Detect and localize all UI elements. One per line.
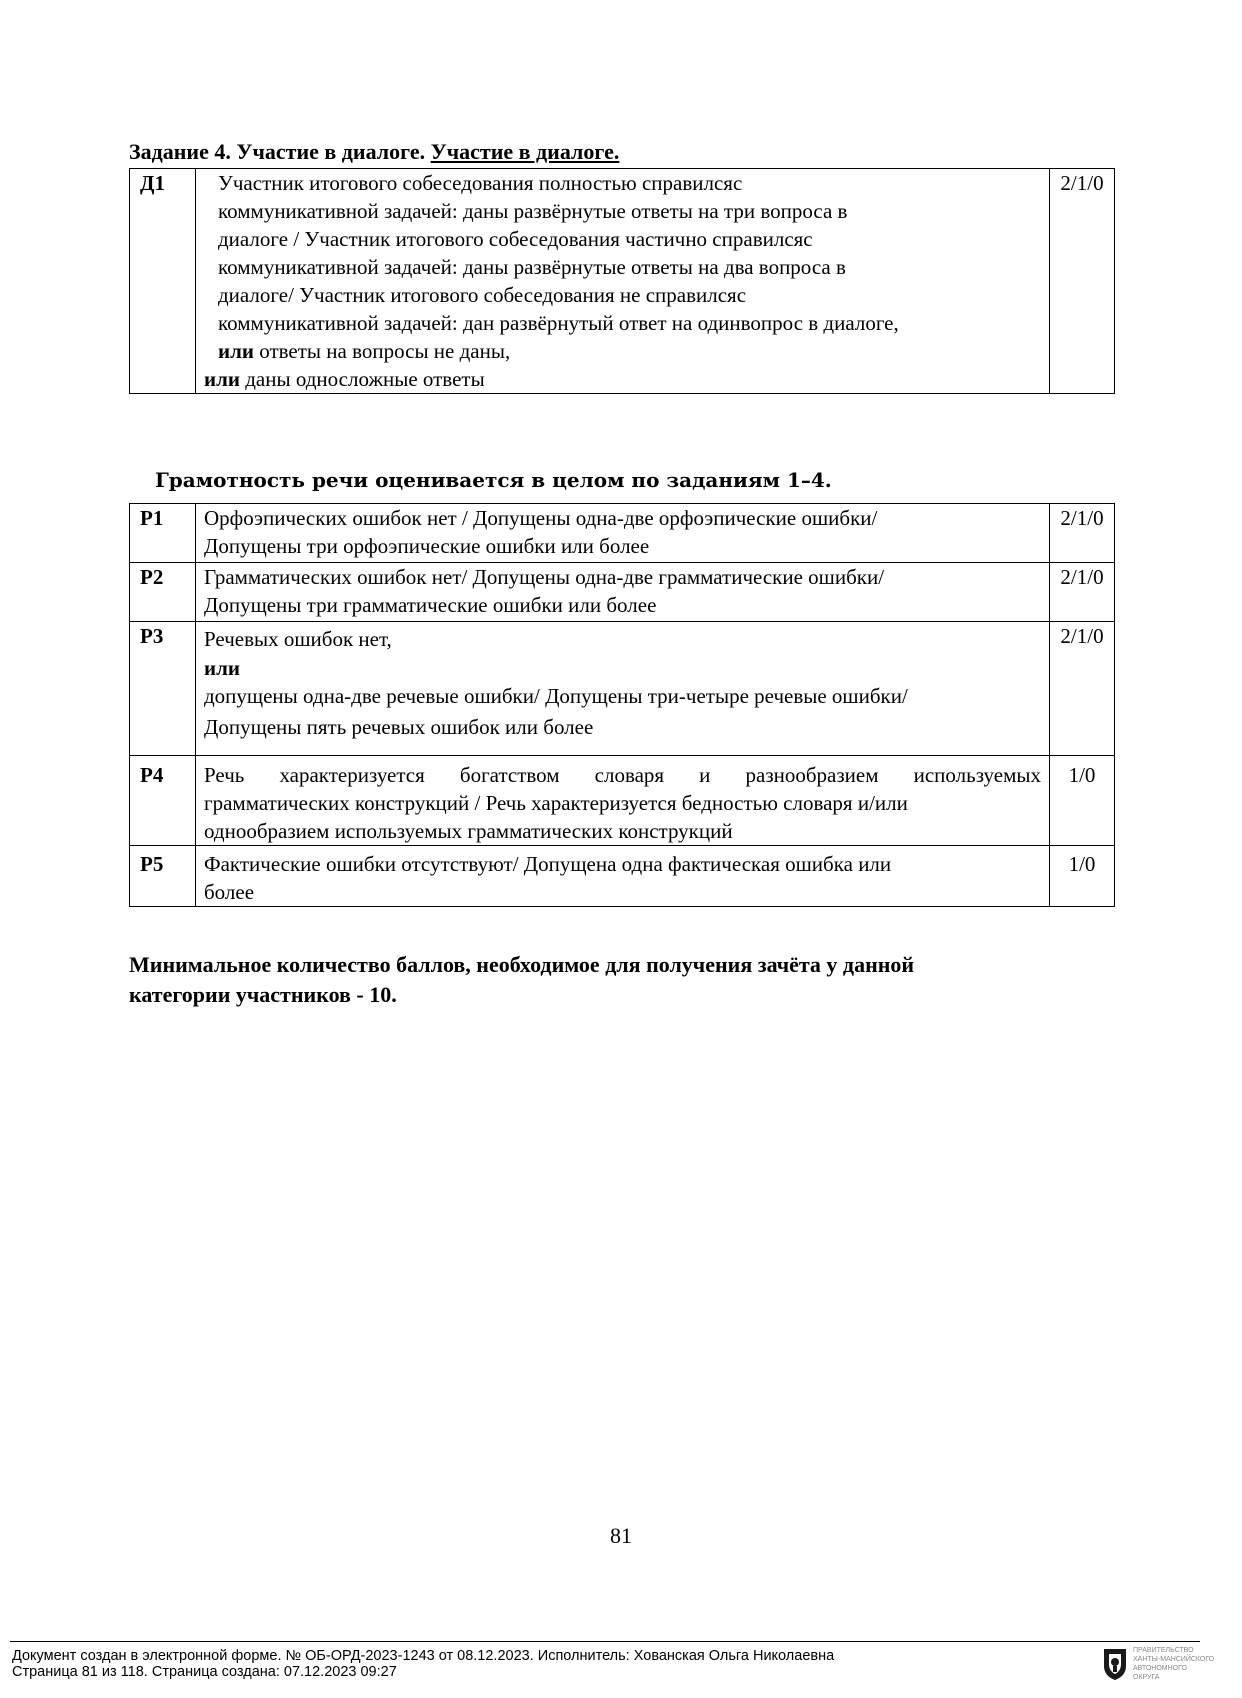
criterion-description — [196, 169, 1050, 394]
page-number: 81 — [610, 1523, 632, 1548]
table-row — [130, 169, 1115, 394]
description-line: Речь характеризуется богатством словаря и разнообразием используемых — [204, 763, 1041, 787]
description-line: Допущены пять речевых ошибок или более — [204, 715, 594, 739]
criterion-description — [196, 846, 1050, 907]
footer-divider — [10, 1641, 1200, 1642]
literacy-heading: Грамотность речи оценивается в целом по заданиям 1–4. — [155, 468, 832, 492]
criterion-score: 1/0 — [1050, 756, 1115, 846]
description-line: Допущены три орфоэпические ошибки или более — [204, 534, 650, 558]
description-line: коммуникативной задачей: дан развёрнутый ответ на одинвопрос в диалоге, — [218, 311, 899, 335]
or-keyword: или — [204, 367, 240, 391]
description-line: Грамматических ошибок нет/ Допущены одна-две грамматические ошибки/ — [204, 565, 885, 589]
criterion-code: Р2 — [130, 563, 196, 622]
description-text: даны односложные ответы — [239, 367, 485, 391]
logo-line: АВТОНОМНОГО — [1133, 1665, 1187, 1672]
task4-criteria-table — [129, 168, 1115, 394]
description-line: Фактические ошибки отсутствуют/ Допущена одна фактическая ошибка или — [204, 852, 892, 876]
criterion-score: 2/1/0 — [1050, 504, 1115, 563]
description-line: коммуникативной задачей: даны развёрнутые ответы на три вопроса в — [218, 199, 848, 223]
criterion-code: Р5 — [130, 846, 196, 907]
description-line: Орфоэпических ошибок нет / Допущены одна-две орфоэпические ошибки/ — [204, 506, 878, 530]
criterion-score: 2/1/0 — [1050, 563, 1115, 622]
description-line: грамматических конструкций / Речь характеризуется бедностью словаря и/или — [204, 791, 908, 815]
criterion-code: Р1 — [130, 504, 196, 563]
description-line: Участник итогового собеседования полностью справилсяс — [218, 171, 743, 195]
description-line — [204, 655, 1041, 681]
criterion-description — [196, 622, 1050, 756]
criterion-score: 2/1/0 — [1050, 169, 1115, 394]
table-row — [130, 504, 1115, 563]
task4-title: Задание 4. Участие в диалоге. — [129, 139, 426, 164]
coat-of-arms-icon — [1100, 1646, 1130, 1682]
minimum-score-line: категории участников - 10. — [129, 982, 397, 1007]
description-line: однообразием используемых грамматических конструкций — [204, 819, 733, 843]
or-keyword: или — [204, 656, 240, 680]
description-line: диалоге/ Участник итогового собеседования не справилсяс — [218, 283, 747, 307]
task4-heading — [129, 138, 619, 166]
description-line: Допущены три грамматические ошибки или более — [204, 593, 657, 617]
description-text: ответы на вопросы не даны, — [253, 339, 511, 363]
criterion-score: 2/1/0 — [1050, 622, 1115, 756]
description-line: более — [204, 880, 255, 904]
criterion-score: 1/0 — [1050, 846, 1115, 907]
logo-line: ХАНТЫ-МАНСИЙСКОГО — [1133, 1656, 1215, 1663]
table-row — [130, 622, 1115, 756]
footer-line: Документ создан в электронной форме. № ОБ-ОРД-2023-1243 от 08.12.2023. Исполнитель: Хованская Ольга Николаевна — [12, 1648, 835, 1664]
description-line — [218, 337, 1041, 365]
criterion-code: Р4 — [130, 756, 196, 846]
criterion-description — [196, 756, 1050, 846]
description-line: допущены одна-две речевые ошибки/ Допущены три-четыре речевые ошибки/ — [204, 684, 908, 708]
logo-line: ОКРУГА — [1133, 1674, 1160, 1681]
document-footer — [12, 1648, 834, 1680]
criterion-description — [196, 563, 1050, 622]
minimum-score-line: Минимальное количество баллов, необходимое для получения зачёта у данной — [129, 952, 915, 977]
criterion-description — [196, 504, 1050, 563]
description-line: коммуникативной задачей: даны развёрнутые ответы на два вопроса в — [218, 255, 846, 279]
description-line — [204, 365, 1041, 393]
government-logo-text — [1133, 1646, 1214, 1682]
table-row — [130, 756, 1115, 846]
minimum-score-note — [129, 950, 914, 1010]
criterion-code: Д1 — [130, 169, 196, 394]
description-line: диалоге / Участник итогового собеседования частично справилсяс — [218, 227, 813, 251]
logo-line: ПРАВИТЕЛЬСТВО — [1133, 1647, 1194, 1654]
criterion-code: Р3 — [130, 622, 196, 756]
table-row — [130, 846, 1115, 907]
table-row — [130, 563, 1115, 622]
literacy-criteria-table — [129, 503, 1115, 907]
footer-line: Страница 81 из 118. Страница создана: 07.12.2023 09:27 — [12, 1664, 397, 1680]
task4-title-underlined: Участие в диалоге. — [430, 139, 620, 164]
or-keyword: или — [218, 339, 254, 363]
description-line: Речевых ошибок нет, — [204, 627, 392, 651]
